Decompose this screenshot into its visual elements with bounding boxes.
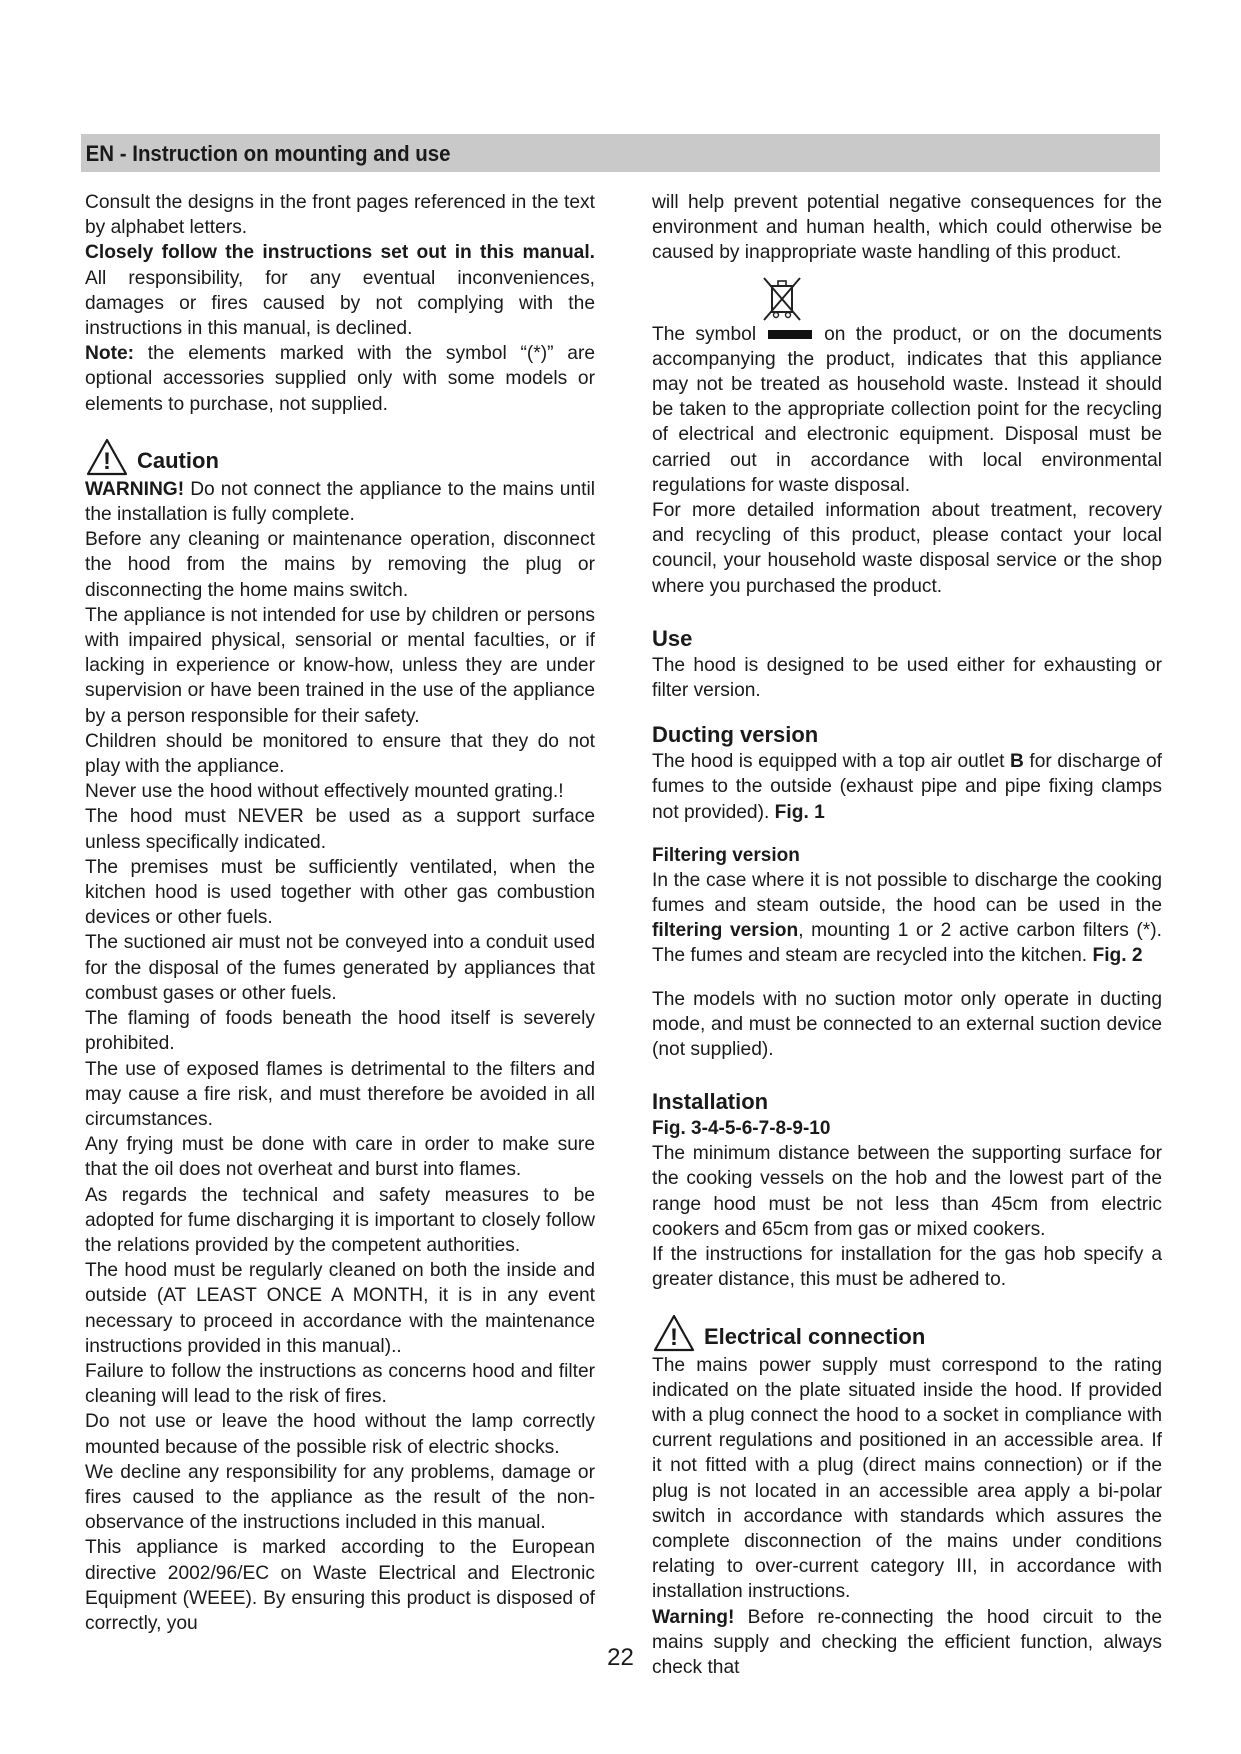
safety-paragraph: Do not use or leave the hood without the lamp correctly mounted because of the possible risk of electric shocks. <box>85 1411 595 1458</box>
safety-paragraph: Never use the hood without effectively mounted grating.! <box>85 781 564 803</box>
weee-bar-icon <box>768 330 812 339</box>
note-label: Note: <box>85 343 135 365</box>
ducting-outlet-label: B <box>1009 751 1024 773</box>
safety-paragraph: The hood must NEVER be used as a support surface unless specifically indicated. <box>85 806 595 853</box>
electrical-warning-text: Before re-connecting the hood circuit to the mains supply and checking the efficient function, always check that <box>652 1606 1162 1678</box>
use-paragraph: The hood is designed to be used either for exhausting or filter version. <box>652 654 1162 702</box>
symbol-text-rest: accompanying the product, indicates that this appliance may not be treated as household waste. Instead it should be taken to the appropriate collection point for the recycling of electrical and electronic equipment. Disposal must be carried out in accordance with local environmental regulations for waste disposal. <box>652 348 1162 496</box>
safety-paragraph: The use of exposed flames is detrimental to the filters and may cause a fire risk, and must therefore be avoided in all circumstances. <box>85 1058 595 1130</box>
filtering-text-a: In the case where it is not possible to discharge the cooking fumes and steam outside, the hood can be used in the <box>652 869 1162 917</box>
installation-figs: Fig. 3-4-5-6-7-8-9-10 <box>652 1118 831 1140</box>
no-motor-paragraph: The models with no suction motor only operate in ducting mode, and must be connected to an external suction device (not supplied). <box>652 988 1162 1061</box>
safety-paragraph: The appliance is not intended for use by children or persons with impaired physical, sensorial or mental faculties, or if lacking in experience or know-how, unless they are under supervision or have been trained in the use of the appliance by a person responsible for their safety. <box>85 604 595 727</box>
caution-heading <box>85 437 595 477</box>
filtering-bold: filtering version <box>652 920 799 942</box>
symbol-text-before: The symbol <box>652 323 757 345</box>
intro-paragraph: Consult the designs in the front pages referenced in the text by alphabet letters. <box>85 192 595 239</box>
symbol-text-after: on the product, or on the documents <box>824 323 1162 345</box>
filtering-paragraph <box>652 868 1162 969</box>
safety-paragraph: The hood must be regularly cleaned on both the inside and outside (AT LEAST ONCE A MONTH, it is in any event necessary to proceed in accordance with the maintenance instructions provided in this manual).. <box>85 1260 595 1357</box>
safety-paragraph: Any frying must be done with care in order to make sure that the oil does not overheat and burst into flames. <box>85 1134 595 1181</box>
safety-paragraph: Children should be monitored to ensure that they do not play with the appliance. <box>85 730 595 778</box>
note-text: the elements marked with the symbol “(*)” are optional accessories supplied only with some models or elements to purchase, not supplied. <box>85 343 595 415</box>
section-title: EN - Instruction on mounting and use <box>85 141 451 166</box>
filtering-heading: Filtering version <box>652 844 800 866</box>
electrical-paragraph: The mains power supply must correspond to the rating indicated on the plate situated inside the hood. If provided with a plug connect the hood to a socket in compliance with current regulations and positioned in an accessible area. If it not fitted with a plug (direct mains connection) or if the plug is not located in an accessible area apply a bi-polar switch in accordance with standards which assures the complete disconnection of the mains under conditions relating to over-current category III, in accordance with installation instructions. <box>652 1354 1162 1603</box>
filtering-fig-ref: Fig. 2 <box>1092 945 1143 967</box>
crossed-bin-icon <box>760 274 804 322</box>
warning-triangle-icon <box>85 437 129 477</box>
section-header-bar <box>81 134 1160 172</box>
symbol-paragraph <box>652 322 1162 498</box>
electrical-heading <box>652 1313 1162 1353</box>
electrical-title: Electrical connection <box>704 1323 926 1349</box>
ducting-heading: Ducting version <box>652 722 819 748</box>
caution-title: Caution <box>137 447 219 473</box>
safety-paragraph: Before any cleaning or maintenance operation, disconnect the hood from the mains by removing the plug or disconnecting the home mains switch. <box>85 529 595 601</box>
safety-paragraph: The premises must be sufficiently ventilated, when the kitchen hood is used together with other gas combustion devices or other fuels. <box>85 856 595 929</box>
weee-continuation: will help prevent potential negative consequences for the environment and human health, which could otherwise be caused by inappropriate waste handling of this product. <box>652 192 1162 264</box>
svg-text:!: ! <box>670 1323 678 1351</box>
weee-paragraph: This appliance is marked according to the European directive 2002/96/EC on Waste Electrical and Electronic Equipment (WEEE). By ensuring this product is disposed of correctly, you <box>85 1537 595 1634</box>
installation-heading: Installation <box>652 1089 769 1115</box>
safety-paragraph: The suctioned air must not be conveyed into a conduit used for the disposal of the fumes generated by appliances that combust gases or other fuels. <box>85 932 595 1004</box>
right-column <box>652 190 1162 1680</box>
warning-paragraph <box>85 477 595 527</box>
warning-triangle-icon <box>652 1313 696 1353</box>
ducting-fig-ref: Fig. 1 <box>774 801 825 823</box>
safety-paragraph: The flaming of foods beneath the hood itself is severely prohibited. <box>85 1008 595 1055</box>
follow-instructions-text: All responsibility, for any eventual inconveniences, damages or fires caused by not complying with the instructions in this manual, is declined. <box>85 267 595 340</box>
filtering-text-b: , mounting 1 or 2 active carbon filters (*). The fumes and steam are recycled into the kitchen. <box>652 920 1162 967</box>
follow-instructions-paragraph <box>85 240 595 341</box>
installation-paragraph-2: If the instructions for installation for the gas hob specify a greater distance, this must be adhered to. <box>652 1244 1162 1291</box>
ducting-text-a: The hood is equipped with a top air outlet <box>652 751 1010 773</box>
more-info-paragraph: For more detailed information about treatment, recovery and recycling of this product, please contact your local council, your household waste disposal service or the shop where you purchased the product. <box>652 500 1162 597</box>
warning-text: Do not connect the appliance to the mains until the installation is fully complete. <box>85 478 595 526</box>
use-heading: Use <box>652 625 693 651</box>
left-column <box>85 190 595 1636</box>
installation-paragraph: The minimum distance between the supporting surface for the cooking vessels on the hob and the lowest part of the range hood must be not less than 45cm from electric cookers and 65cm from gas or mixed cookers. <box>652 1143 1162 1240</box>
warning-label: WARNING! <box>85 478 185 500</box>
weee-symbol <box>760 274 804 322</box>
svg-text:!: ! <box>103 447 111 475</box>
follow-instructions-bold: Closely follow the instructions set out in this manual. <box>85 242 595 264</box>
ducting-paragraph <box>652 749 1162 825</box>
page-number: 22 <box>607 1644 634 1671</box>
note-paragraph <box>85 341 595 417</box>
safety-paragraph: As regards the technical and safety measures to be adopted for fume discharging it is important to closely follow the relations provided by the competent authorities. <box>85 1184 595 1256</box>
ducting-text-b: for discharge of fumes to the outside (exhaust pipe and pipe fixing clamps not provided). <box>652 751 1162 823</box>
safety-paragraph: Failure to follow the instructions as concerns hood and filter cleaning will lead to the risk of fires. <box>85 1360 595 1408</box>
electrical-warning-label: Warning! <box>652 1606 735 1628</box>
safety-paragraph: We decline any responsibility for any problems, damage or fires caused to the appliance as the result of the non-observance of the instructions included in this manual. <box>85 1461 595 1534</box>
